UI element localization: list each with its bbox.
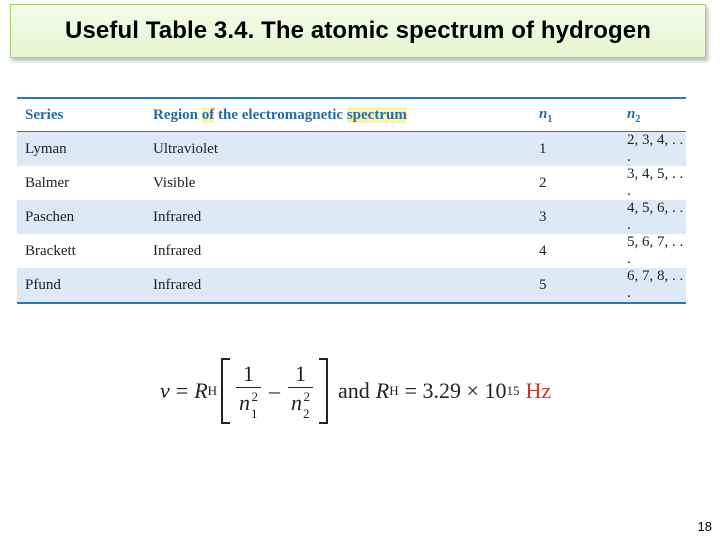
page-number: 18 (697, 519, 712, 534)
fraction-n2-var: n (291, 390, 303, 415)
spectrum-table (17, 97, 686, 304)
fraction-n2-sub: 2 (303, 406, 310, 421)
header-region-highlight-spectrum: spectrum (346, 106, 407, 123)
spectrum-table-container (17, 97, 686, 304)
header-n1-sub: 1 (547, 113, 553, 125)
cell-region: Ultraviolet (153, 140, 218, 157)
header-n1-var: n (539, 105, 548, 122)
cell-series: Paschen (25, 208, 75, 225)
cell-series: Brackett (25, 242, 76, 259)
cell-n2: 2, 3, 4, . . . (627, 132, 684, 166)
table-row (17, 200, 686, 234)
header-n2-var: n (627, 105, 636, 122)
slide-title-box (10, 4, 706, 58)
cell-n2: 6, 7, 8, . . . (627, 268, 684, 302)
fraction-n1-var: n (239, 390, 251, 415)
header-series: Series (25, 106, 64, 123)
cell-n1: 1 (539, 140, 547, 157)
cell-series: Pfund (25, 276, 61, 293)
table-body (17, 132, 686, 304)
header-n2-sub: 2 (635, 113, 641, 125)
left-bracket (221, 358, 230, 424)
formula-r2-sub: H (389, 383, 399, 398)
formula-nu: ν (160, 378, 170, 403)
header-region (145, 98, 531, 132)
formula-equals: = (175, 378, 189, 403)
cell-region: Infrared (153, 208, 202, 225)
cell-n1: 4 (539, 242, 547, 259)
formula-and: and (338, 378, 370, 403)
cell-region: Infrared (153, 242, 202, 259)
fraction-n1-exp: 2 (251, 389, 259, 404)
table-header (17, 98, 686, 132)
formula-r-sub: H (207, 383, 218, 398)
cell-series: Balmer (25, 174, 70, 191)
cell-n2: 5, 6, 7, . . . (627, 234, 684, 268)
fraction-n2-denominator (288, 388, 313, 421)
header-region-part: the electromagnetic (214, 106, 347, 123)
fraction-n2-exp: 2 (303, 389, 311, 404)
fraction-n2-numerator: 1 (295, 361, 307, 386)
header-row (17, 98, 686, 132)
formula-minus: – (269, 378, 281, 403)
cell-n2: 4, 5, 6, . . . (627, 200, 684, 234)
formula-value: = 3.29 × 10 (404, 378, 507, 403)
cell-n1: 5 (539, 276, 547, 293)
cell-n1: 3 (539, 208, 547, 225)
table-row (17, 268, 686, 303)
fraction-n1-denominator (236, 388, 261, 421)
header-n2 (619, 98, 686, 132)
rydberg-formula (160, 355, 551, 427)
fraction-n1-sub: 1 (251, 406, 258, 421)
cell-region: Infrared (153, 276, 202, 293)
header-region-part: Region (153, 106, 202, 123)
header-n1 (531, 98, 619, 132)
table-row (17, 166, 686, 200)
table-row (17, 234, 686, 268)
cell-series: Lyman (25, 140, 67, 157)
table-row (17, 132, 686, 167)
cell-region: Visible (153, 174, 196, 191)
fraction-n1 (236, 361, 261, 421)
fraction-n1-numerator: 1 (243, 361, 255, 386)
right-bracket (319, 358, 328, 424)
slide-title: Useful Table 3.4. The atomic spectrum of hydrogen (65, 17, 651, 44)
cell-n2: 3, 4, 5, . . . (627, 166, 684, 200)
formula-exponent: 15 (506, 383, 520, 398)
fraction-n2 (288, 361, 313, 421)
header-region-highlight-of: of (201, 106, 215, 123)
formula-unit: Hz (525, 378, 552, 403)
cell-n1: 2 (539, 174, 547, 191)
formula-r2: R (375, 378, 390, 403)
formula-r: R (194, 378, 208, 403)
